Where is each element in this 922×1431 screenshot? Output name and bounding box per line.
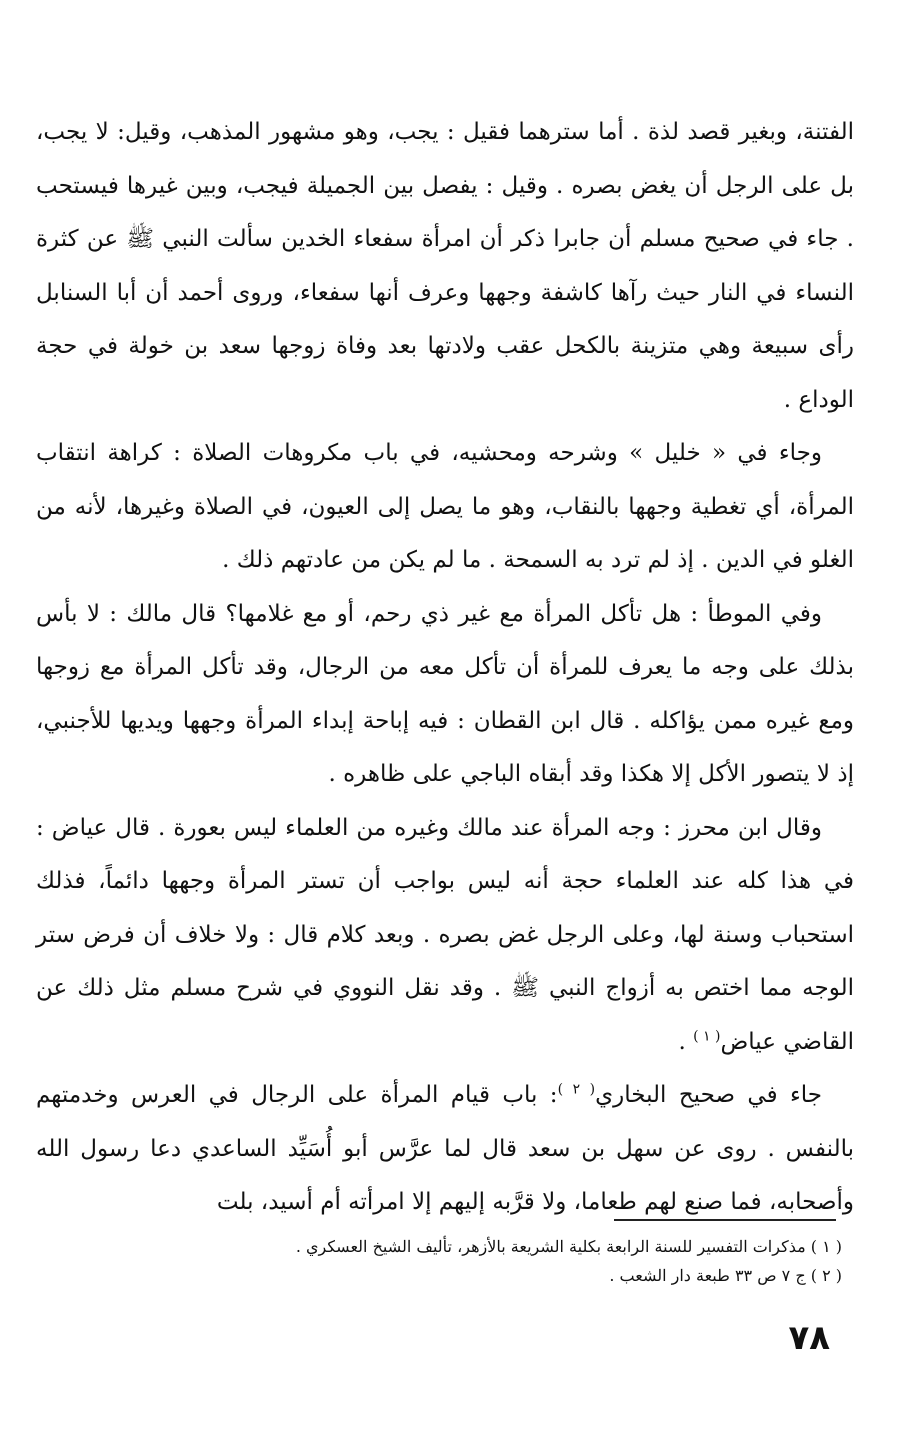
page-number: ٧٨	[788, 1318, 830, 1358]
footnote-1: ( ١ ) مذكرات التفسير للسنة الرابعة بكلية الشريعة بالأزهر، تأليف الشيخ العسكري .	[295, 1237, 842, 1256]
footnote-ref-2: ( ٢ )	[557, 1081, 596, 1098]
paragraph-5-text: : باب قيام المرأة على الرجال في العرس وخدمتهم بالنفس . روى عن سهل بن سعد قال لما عرَّس أبو أُسَيِّد الساعدي دعا رسول الله وأصحابه، فما صنع لهم طعاما، ولا قرَّبه إليهم إلا امرأته أم أسيد، بلت	[36, 1082, 854, 1215]
footnote-2: ( ٢ ) ج ٧ ص ٣٣ طبعة دار الشعب .	[609, 1266, 842, 1285]
paragraph-4-text: وقال ابن محرز : وجه المرأة عند مالك وغيره من العلماء ليس بعورة . قال عياض : في هذا كله عند العلماء حجة أنه ليس بواجب أن تستر المرأة وجهها دائماً، فذلك استحباب وسنة لها، وعلى الرجل غض بصره . وبعد كلام قال : ولا خلاف أن فرض ستر الوجه مما اختص به أزواج النبي ﷺ . وقد نقل النووي في شرح مسلم مثل ذلك عن القاضي عياض	[36, 814, 854, 1055]
paragraph-5-lead: جاء في صحيح البخاري	[595, 1082, 822, 1108]
footnote-divider	[614, 1219, 836, 1221]
footnotes	[60, 1232, 842, 1290]
footnote-ref-1: ( ١ )	[693, 1027, 721, 1044]
main-text	[36, 106, 854, 1230]
paragraph-5	[36, 1069, 854, 1230]
paragraph-4-end: .	[678, 1028, 694, 1055]
paragraph-3: وفي الموطأ : هل تأكل المرأة مع غير ذي رحم، أو مع غلامها؟ قال مالك : لا بأس بذلك على وجه ما يعرف للمرأة أن تأكل معه من الرجال، وقد تأكل المرأة مع زوجها ومع غيره ممن يؤاكله . قال ابن القطان : فيه إباحة إبداء المرأة وجهها ويديها للأجنبي، إذ لا يتصور الأكل إلا هكذا وقد أبقاه الباجي على ظاهره .	[36, 600, 854, 787]
paragraph-4	[36, 802, 854, 1070]
paragraph-1: الفتنة، وبغير قصد لذة . أما سترهما فقيل : يجب، وهو مشهور المذهب، وقيل: لا يجب، بل على الرجل أن يغض بصره . وقيل : يفصل بين الجميلة فيجب، وبين غيرها فيستحب . جاء في صحيح مسلم أن جابرا ذكر أن امرأة سفعاء الخدين سألت النبي ﷺ عن كثرة النساء في النار حيث رآها كاشفة وجهها وعرف أنها سفعاء، وروى أحمد أن أبا السنابل رأى سبيعة وهي متزينة بالكحل عقب ولادتها بعد وفاة زوجها سعد بن خولة في حجة الوداع .	[36, 119, 854, 413]
paragraph-2: وجاء في « خليل » وشرحه ومحشيه، في باب مكروهات الصلاة : كراهة انتقاب المرأة، أي تغطية وجهها بالنقاب، وهو ما يصل إلى العيون، في الصلاة وغيرها، لأنه من الغلو في الدين . إذ لم ترد به السمحة . ما لم يكن من عادتهم ذلك .	[36, 440, 854, 573]
